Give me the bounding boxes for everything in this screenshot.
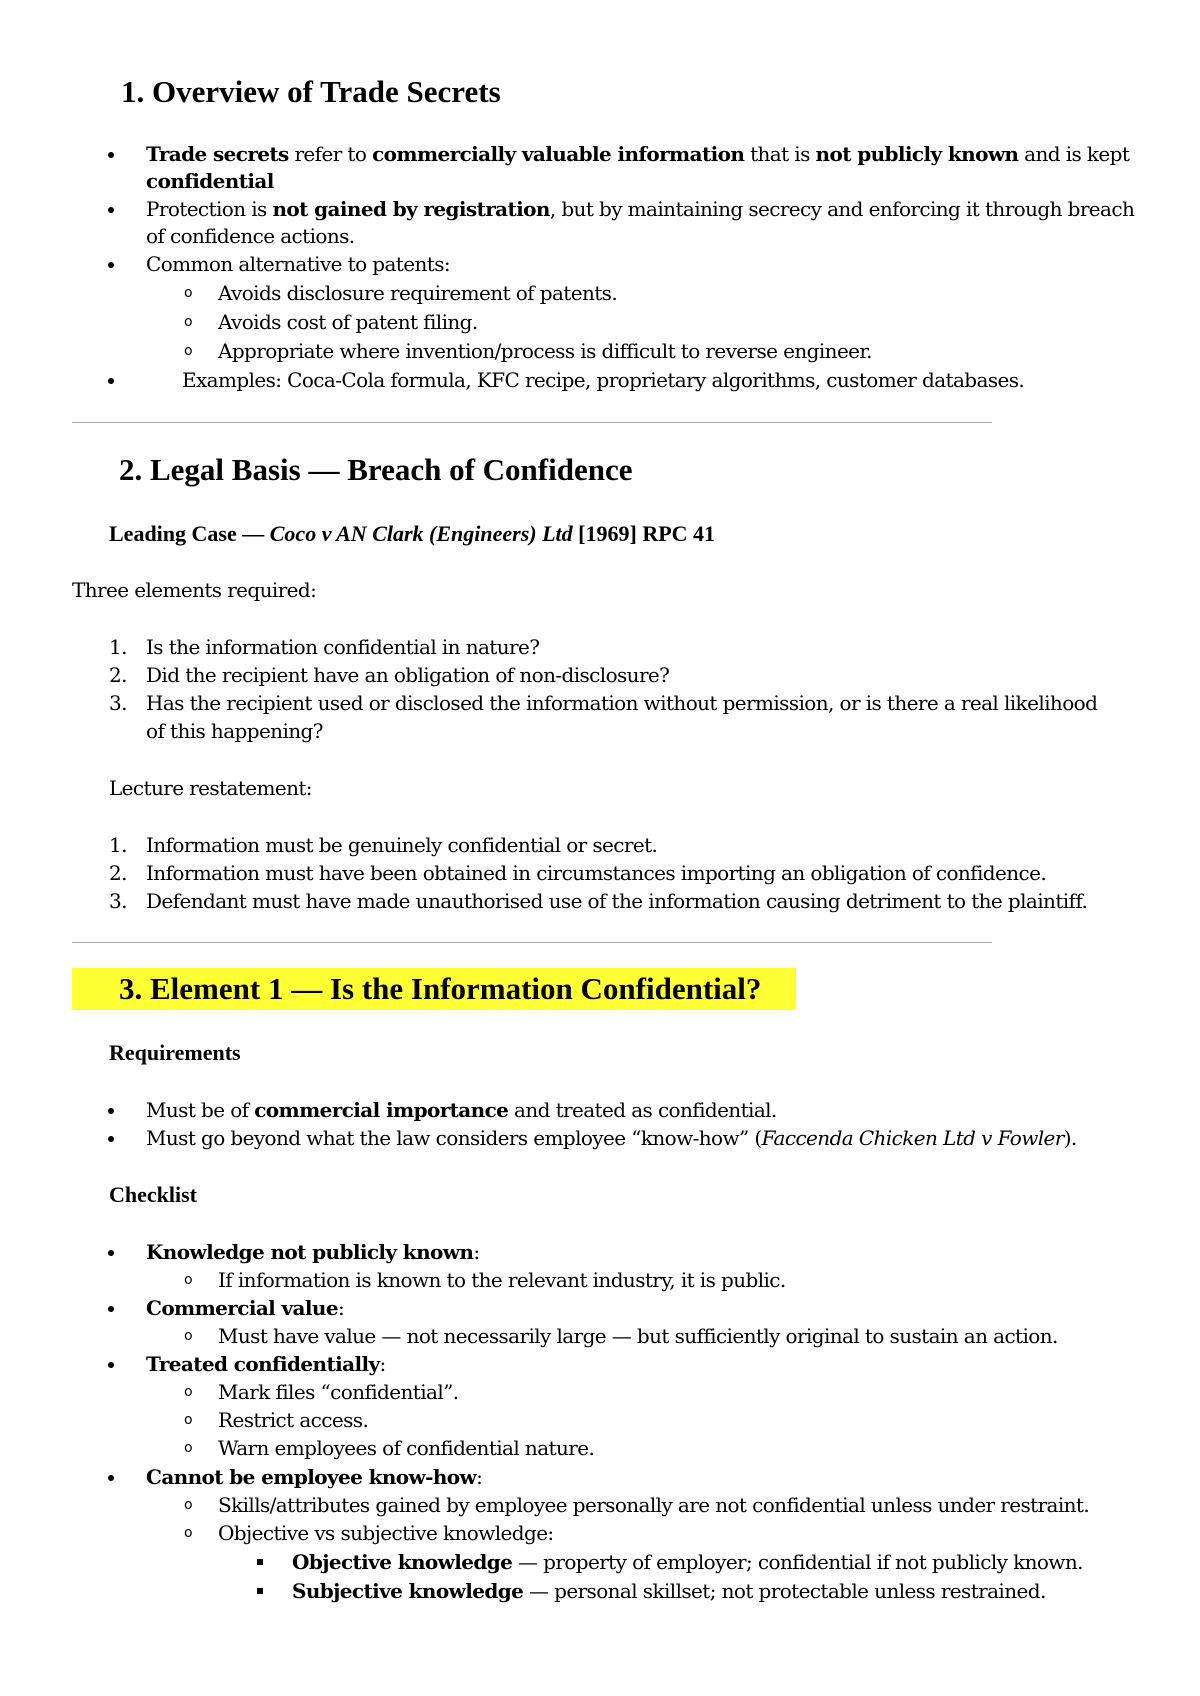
circle-bullet-icon: o bbox=[184, 314, 193, 330]
list-item: Common alternative to patents: bbox=[146, 252, 450, 276]
list-item: Knowledge not publicly known: bbox=[146, 1240, 480, 1264]
numbered-item: Defendant must have made unauthorised use of the information causing detriment to the plaintiff. bbox=[146, 889, 1088, 913]
sub-sub-list-item: Subjective knowledge — personal skillset; not protectable unless restrained. bbox=[292, 1579, 1046, 1603]
circle-bullet-icon: o bbox=[184, 1328, 193, 1344]
sub-list-item: Warn employees of confidential nature. bbox=[218, 1436, 595, 1460]
list-number: 1. bbox=[109, 635, 127, 659]
section-2-title: 2. Legal Basis — Breach of Confidence bbox=[119, 452, 633, 487]
circle-bullet-icon: o bbox=[184, 1440, 193, 1456]
requirements-heading: Requirements bbox=[109, 1040, 241, 1065]
list-number: 2. bbox=[109, 663, 127, 687]
list-item-continuation: of confidence actions. bbox=[146, 224, 355, 248]
list-number: 1. bbox=[109, 833, 127, 857]
section-3-title: 3. Element 1 — Is the Information Confidential? bbox=[119, 971, 762, 1006]
circle-bullet-icon: o bbox=[184, 1525, 193, 1541]
numbered-item: Has the recipient used or disclosed the information without permission, or is there a real likelihood bbox=[146, 691, 1098, 715]
sub-list-item: Avoids cost of patent filing. bbox=[218, 310, 478, 334]
sub-list-item: If information is known to the relevant industry, it is public. bbox=[218, 1268, 786, 1292]
sub-list-item: Restrict access. bbox=[218, 1408, 369, 1432]
numbered-item: Is the information confidential in nature? bbox=[146, 635, 540, 659]
list-item: Commercial value: bbox=[146, 1296, 345, 1320]
sub-list-item: Must have value — not necessarily large — but sufficiently original to sustain an action. bbox=[218, 1324, 1058, 1348]
numbered-item: Information must have been obtained in circumstances importing an obligation of confidence. bbox=[146, 861, 1047, 885]
lecture-label: Lecture restatement: bbox=[109, 776, 312, 800]
numbered-item: Did the recipient have an obligation of non-disclosure? bbox=[146, 663, 670, 687]
list-item: Cannot be employee know-how: bbox=[146, 1465, 483, 1489]
section-1-title: 1. Overview of Trade Secrets bbox=[121, 74, 501, 109]
list-item: Must go beyond what the law considers employee “know-how” (Faccenda Chicken Ltd v Fowler). bbox=[146, 1126, 1077, 1150]
circle-bullet-icon: o bbox=[184, 1272, 193, 1288]
intro-text: Three elements required: bbox=[72, 578, 317, 602]
list-item: Examples: Coca-Cola formula, KFC recipe, proprietary algorithms, customer databases. bbox=[182, 368, 1025, 392]
circle-bullet-icon: o bbox=[184, 343, 193, 359]
list-number: 3. bbox=[109, 691, 127, 715]
list-item-continuation: confidential bbox=[146, 169, 274, 193]
horizontal-rule bbox=[72, 422, 992, 423]
sub-list-item: Objective vs subjective knowledge: bbox=[218, 1521, 554, 1545]
list-item: Trade secrets refer to commercially valuable information that is not publicly known and is kept bbox=[146, 142, 1130, 166]
circle-bullet-icon: o bbox=[184, 1384, 193, 1400]
circle-bullet-icon: o bbox=[184, 285, 193, 301]
list-item: Treated confidentially: bbox=[146, 1352, 386, 1376]
list-number: 3. bbox=[109, 889, 127, 913]
sub-sub-list-item: Objective knowledge — property of employer; confidential if not publicly known. bbox=[292, 1550, 1083, 1574]
list-item: Must be of commercial importance and treated as confidential. bbox=[146, 1098, 777, 1122]
circle-bullet-icon: o bbox=[184, 1412, 193, 1428]
circle-bullet-icon: o bbox=[184, 1497, 193, 1513]
sub-list-item: Mark files “confidential”. bbox=[218, 1380, 459, 1404]
numbered-item: Information must be genuinely confidential or secret. bbox=[146, 833, 658, 857]
list-number: 2. bbox=[109, 861, 127, 885]
checklist-heading: Checklist bbox=[109, 1182, 197, 1207]
horizontal-rule bbox=[72, 942, 992, 943]
list-item: Protection is not gained by registration, but by maintaining secrecy and enforcing it through breach bbox=[146, 197, 1135, 221]
sub-list-item: Avoids disclosure requirement of patents. bbox=[218, 281, 618, 305]
numbered-item-continuation: of this happening? bbox=[146, 719, 323, 743]
sub-list-item: Skills/attributes gained by employee personally are not confidential unless under restraint. bbox=[218, 1493, 1090, 1517]
leading-case-heading: Leading Case — Coco v AN Clark (Engineers) Ltd [1969] RPC 41 bbox=[109, 521, 716, 546]
sub-list-item: Appropriate where invention/process is difficult to reverse engineer. bbox=[218, 339, 872, 363]
